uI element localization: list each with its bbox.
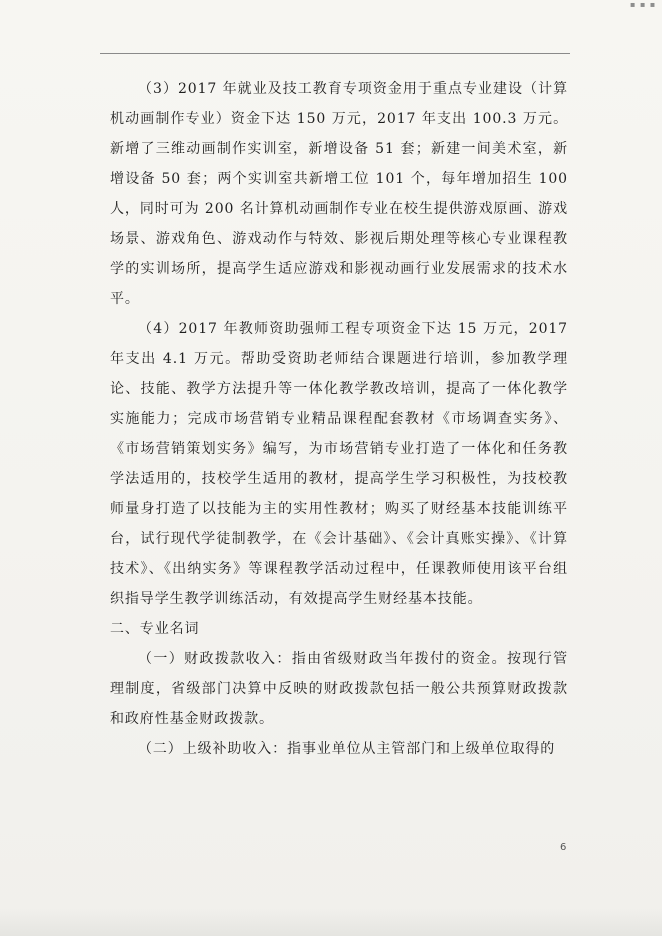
document-body [110,74,568,764]
header-rule [100,53,570,54]
definition-fiscal-appropriation: （一）财政拨款收入：指由省级财政当年拨付的资金。按现行管理制度，省级部门决算中反映的财政拨款包括一般公共预算财政拨款和政府性基金财政拨款。 [110,651,568,727]
paragraph-item-4: （4）2017 年教师资助强师工程专项资金下达 15 万元，2017 年支出 4.1 万元。帮助受资助老师结合课题进行培训，参加教学理论、技能、教学方法提升等一体化教学教改培训，提高了一体化教学实施能力；完成市场营销专业精品课程配套教材《市场调查实务》、《市场营销策划实务》编写，为市场营销专业打造了一体化和任务教学法适用的，技校学生适用的教材，提高学生学习积极性，为技校教师量身打造了以技能为主的实用性教材；购买了财经基本技能训练平台，试行现代学徒制教学，在《会计基础》、《会计真账实操》、《计算技术》、《出纳实务》等课程教学活动过程中，任课教师使用该平台组织指导学生教学训练活动，有效提高学生财经基本技能。 [110,321,568,607]
definition-superior-subsidy: （二）上级补助收入：指事业单位从主管部门和上级单位取得的 [138,741,556,757]
scan-corner-mark: ▪ ▪ ▪ [630,0,657,9]
section-heading: 二、专业名词 [110,621,200,637]
paragraph-item-3: （3）2017 年就业及技工教育专项资金用于重点专业建设（计算机动画制作专业）资金下达 150 万元，2017 年支出 100.3 万元。新增了三维动画制作实训室，新增设备 51 套；新建一间美术室，新增设备 50 套；两个实训室共新增工位 101 个，每年增加招生 100 人，同时可为 200 名计算机动画制作专业在校生提供游戏原画、游戏场景、游戏角色、游戏动作与特效、影视后期处理等核心专业课程教学的实训场所，提高学生适应游戏和影视动画行业发展需求的技术水平。 [110,81,568,307]
page-bottom-shadow [0,908,662,936]
page-number: 6 [560,842,567,853]
